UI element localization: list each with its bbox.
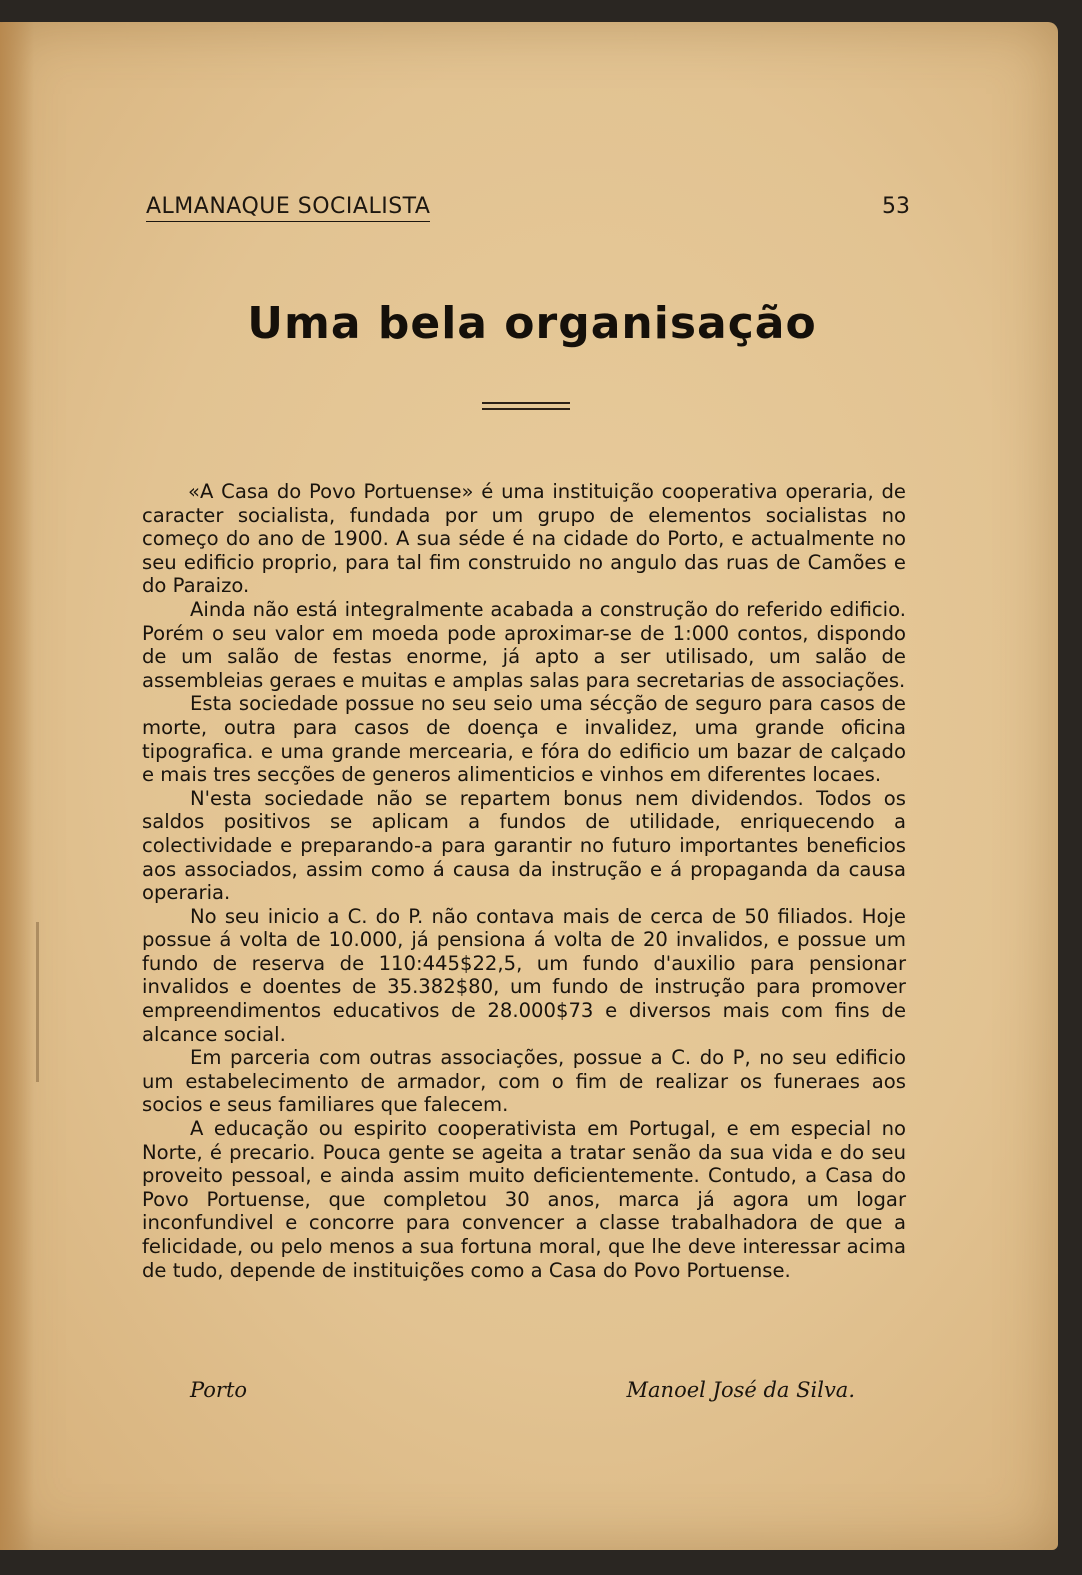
running-header xyxy=(146,194,910,226)
title-separator-rule xyxy=(482,402,570,410)
paragraph: A educação ou espirito cooperativista em Portugal, e em especial no Norte, é precario. Pouca gente se ageita a tratar senão da sua vida e do seu proveito pessoal, e ainda assim muito deficientemente. Contudo, a Casa do Povo Portuense, que completou 30 anos, marca já agora um logar inconfundivel e concorre para convencer a classe trabalhadora de que a felicidade, ou pelo menos a sua fortuna moral, que lhe deve interessar acima de tudo, depende de instituições como a Casa do Povo Portuense. xyxy=(142,1117,906,1282)
paragraph: Ainda não está integralmente acabada a construção do referido edificio. Porém o seu valor em moeda pode aproximar-se de 1:000 contos, dispondo de um salão de festas enorme, já apto a ser utilisado, um salão de assembleias geraes e muitas e amplas salas para secretarias de associações. xyxy=(142,597,906,692)
signature-line xyxy=(190,1378,855,1408)
article-title: Uma bela organisação xyxy=(247,298,817,349)
paragraph: N'esta sociedade não se repartem bonus nem dividendos. Todos os saldos positivos se aplicam a fundos de utilidade, enriquecendo a colectividade e preparando-a para garantir no futuro importantes beneficios aos associados, assim como á causa da instrução e á propaganda da causa operaria. xyxy=(142,786,906,905)
running-title: ALMANAQUE SOCIALISTA xyxy=(146,194,430,222)
paragraph: No seu inicio a C. do P. não contava mais de cerca de 50 filiados. Hoje possue á volta de 10.000, já pensiona á volta de 20 invalidos, e possue um fundo de reserva de 110:445$22,5, um fundo d'auxilio para pensionar invalidos e doentes de 35.382$80, um fundo de instrução para promover empreendimentos educativos de 28.000$73 e diversos mais com fins de alcance social. xyxy=(142,904,906,1046)
article-body xyxy=(142,480,906,1282)
book-page xyxy=(0,22,1058,1550)
paragraph: Esta sociedade possue no seu seio uma sécção de seguro para casos de morte, outra para casos de doença e invalidez, uma grande oficina tipografica. e uma grande mercearia, e fóra do edificio um bazar de calçado e mais tres secções de generos alimenticios e vinhos em diferentes locaes. xyxy=(142,692,906,787)
page-number: 53 xyxy=(882,194,910,219)
signature-place: Porto xyxy=(190,1378,248,1402)
paragraph: «A Casa do Povo Portuense» é uma instituição cooperativa operaria, de caracter socialista, fundada por um grupo de elementos socialistas no começo do ano de 1900. A sua séde é na cidade do Porto, e actualmente no seu edificio proprio, para tal fim construido no angulo das ruas de Camões e do Paraizo. xyxy=(142,480,906,598)
signature-author: Manoel José da Silva. xyxy=(626,1378,855,1402)
margin-stain xyxy=(36,922,39,1082)
page-fold-shadow xyxy=(0,22,34,1550)
paragraph: Em parceria com outras associações, possue a C. do P, no seu edificio um estabelecimento de armador, com o fim de realizar os funeraes aos socios e seus familiares que falecem. xyxy=(142,1046,906,1117)
